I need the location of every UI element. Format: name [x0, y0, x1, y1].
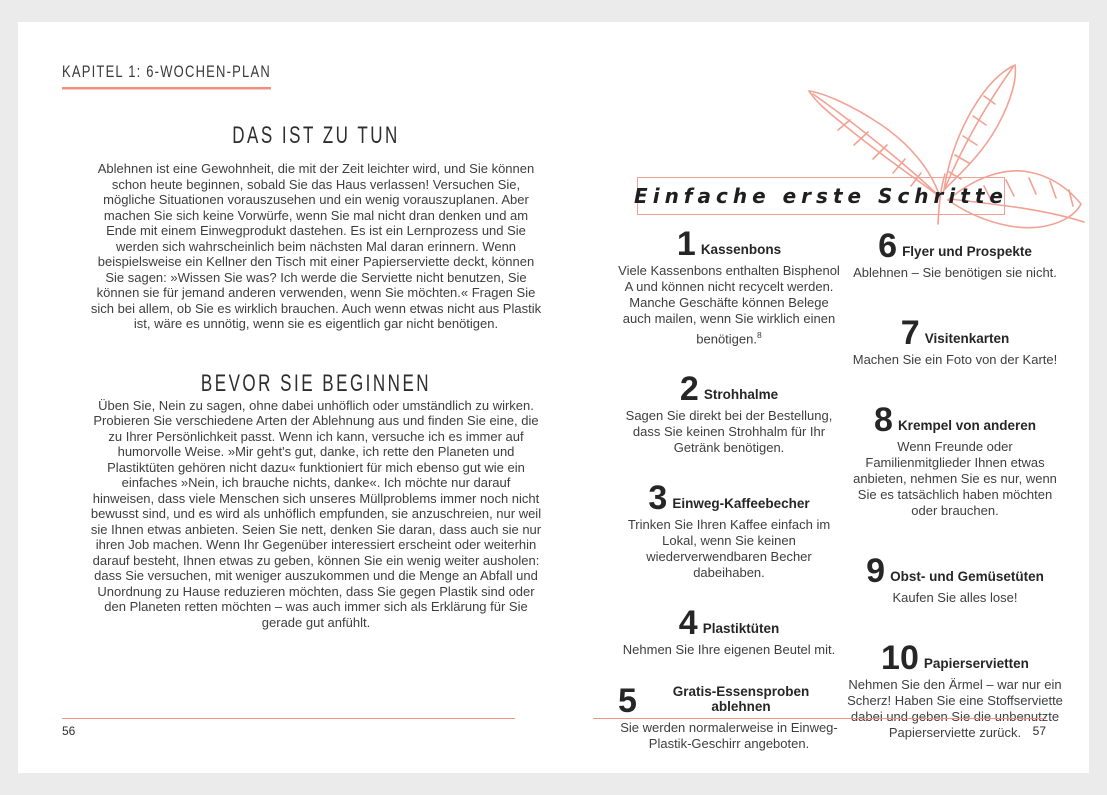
step-body: Ablehnen – Sie benötigen sie nicht. [853, 265, 1057, 280]
step-body: Kaufen Sie alles lose! [892, 590, 1018, 605]
step-item-9 [844, 552, 1066, 606]
step-item-4 [618, 604, 840, 658]
page-number-left: 56 [62, 724, 76, 738]
right-footer-rule [593, 718, 1046, 719]
step-label: Strohhalme [703, 387, 779, 403]
page-number-right: 57 [1032, 724, 1046, 738]
step-number: 8 [874, 401, 893, 439]
step-label: Flyer und Prospekte [902, 244, 1032, 259]
step-number: 9 [866, 552, 886, 590]
step-item-2 [618, 370, 840, 456]
step-number: 4 [678, 604, 698, 643]
book-spread [18, 22, 1089, 773]
section-title-bevor-sie-beginnen: BEVOR SIE BEGINNEN [200, 369, 432, 397]
step-body: Wenn Freunde oder Familienmitglieder Ihnen etwas anbieten, nehmen Sie es nur, wenn Sie es tatsächlich haben möchten oder brauchen. [853, 439, 1057, 518]
steps-column-right [844, 227, 1066, 777]
section-body-bevor-sie-beginnen: Üben Sie, Nein zu sagen, ohne dabei unhöflich oder umständlich zu wirken. Probieren Sie verschiedene Arten der Ablehnung aus und finden Sie eine, die zu Ihrer Persönlichkeit passt. Wenn ich kann, versuche ich es immer auf humorvolle Weise. »Mir geht's gut, danke, ich rette den Planeten und Plastiktüten gehören nicht dazu« funktioniert für mich ebenso gut wie ein einfaches »Nein, ich brauche nichts, danke«. Ich möchte nur darauf hinweisen, dass viele Menschen sich unseres Müllproblems immer noch nicht bewusst sind, und es wird als unhöflich empfunden, sie anzuschreien, nur weil sie Ihnen etwas anbieten. Seien Sie nett, denken Sie daran, dass auch sie nur ihren Job machen. Wenn Ihr Gegenüber interessiert erscheint oder weiterhin darauf besteht, Ihnen etwas zu geben, können Sie ein wenig weiter ausholen: dass Sie versuchen, mit weniger auszukommen und die Menge an Abfall und Unordnung zu Hause reduzieren möchten, dass Sie gegen Plastik sind oder den Planeten retten möchten – was auch immer sich als Erklärung für Sie gerade gut anfühlt. [90, 397, 542, 630]
step-label: Einweg-Kaffeebecher [672, 496, 810, 512]
section-title-das-ist-zu-tun: DAS IST ZU TUN [232, 122, 400, 149]
step-item-3 [618, 479, 840, 581]
chapter-header: KAPITEL 1: 6-WOCHEN-PLAN [62, 62, 271, 90]
step-item-8 [844, 401, 1066, 519]
step-label: Obst- und Gemüsetüten [890, 569, 1044, 584]
step-label: Kassenbons [700, 242, 782, 257]
footnote-marker: 8 [757, 330, 762, 340]
step-number: 1 [676, 225, 696, 263]
step-label: Papierservietten [923, 656, 1029, 671]
step-body: Trinken Sie Ihren Kaffee einfach im Lokal, wenn Sie keinen wiederverwendbaren Becher dabeihaben. [627, 517, 831, 581]
step-body: Sagen Sie direkt bei der Bestellung, dass Sie keinen Strohhalm für Ihr Getränk benötigen. [625, 408, 833, 456]
step-label: Krempel von anderen [897, 418, 1036, 433]
step-body: Viele Kassenbons enthalten Bisphenol A und können nicht recycelt werden. Manche Geschäfte können Belege auch mailen, wenn Sie wirklich einen benötigen.$^8$ [618, 263, 840, 347]
step-body: Nehmen Sie den Ärmel – war nur ein Scherz! Haben Sie eine Stoffserviette dabei und geben Sie die unbenutzte Papierserviette zurück. [847, 677, 1063, 740]
steps-column-left [618, 225, 840, 778]
step-body: Nehmen Sie Ihre eigenen Beutel mit. [622, 642, 836, 658]
step-label: Visitenkarten [924, 331, 1010, 346]
step-body: Machen Sie ein Foto von der Karte! [852, 352, 1058, 367]
step-number: 5 [618, 682, 637, 721]
right-page-title: Einfache erste Schritte [634, 184, 1008, 208]
right-page-title-box [634, 177, 1008, 215]
step-number: 3 [648, 479, 668, 518]
step-number: 7 [900, 314, 920, 352]
step-number: 6 [878, 227, 898, 265]
step-body: Sie werden normalerweise in Einweg-Plastik-Geschirr angeboten. [620, 720, 838, 752]
step-label: Plastiktüten [702, 621, 780, 637]
left-page-text-column [90, 122, 542, 630]
step-number: 2 [679, 370, 699, 409]
step-item-6 [844, 227, 1066, 281]
section-body-das-ist-zu-tun: Ablehnen ist eine Gewohnheit, die mit der Zeit leichter wird, und Sie können schon heute beginnen, sobald Sie das Haus verlassen! Versuchen Sie, mögliche Situationen vorauszusehen und ein wenig vorauszuplanen. Aber machen Sie sich keine Vorwürfe, wenn Sie mal nicht dran denken und am Ende mit einem Einwegprodukt dastehen. Es ist ein Lernprozess und Sie werden sich wahrscheinlich beim nächsten Mal daran erinnern. Wenn beispielsweise ein Kellner den Tisch mit einer Papierserviette deckt, können Sie sagen: »Wissen Sie was? Ich werde die Serviette nicht benutzen, Sie können sie für jemand anderen verwenden, wenn Sie möchten.« Fragen Sie sich bei allem, ob Sie es wirklich brauchen. Auch wenn etwas nicht aus Plastik ist, wäre es unnötig, wenn sie es eigentlich gar nicht benötigen. [90, 161, 542, 331]
left-footer-rule [62, 718, 515, 719]
step-item-1 [618, 225, 840, 347]
step-item-7 [844, 314, 1066, 368]
step-number: 10 [881, 639, 919, 677]
step-label: Gratis-Essensproben ablehnen [672, 684, 810, 715]
